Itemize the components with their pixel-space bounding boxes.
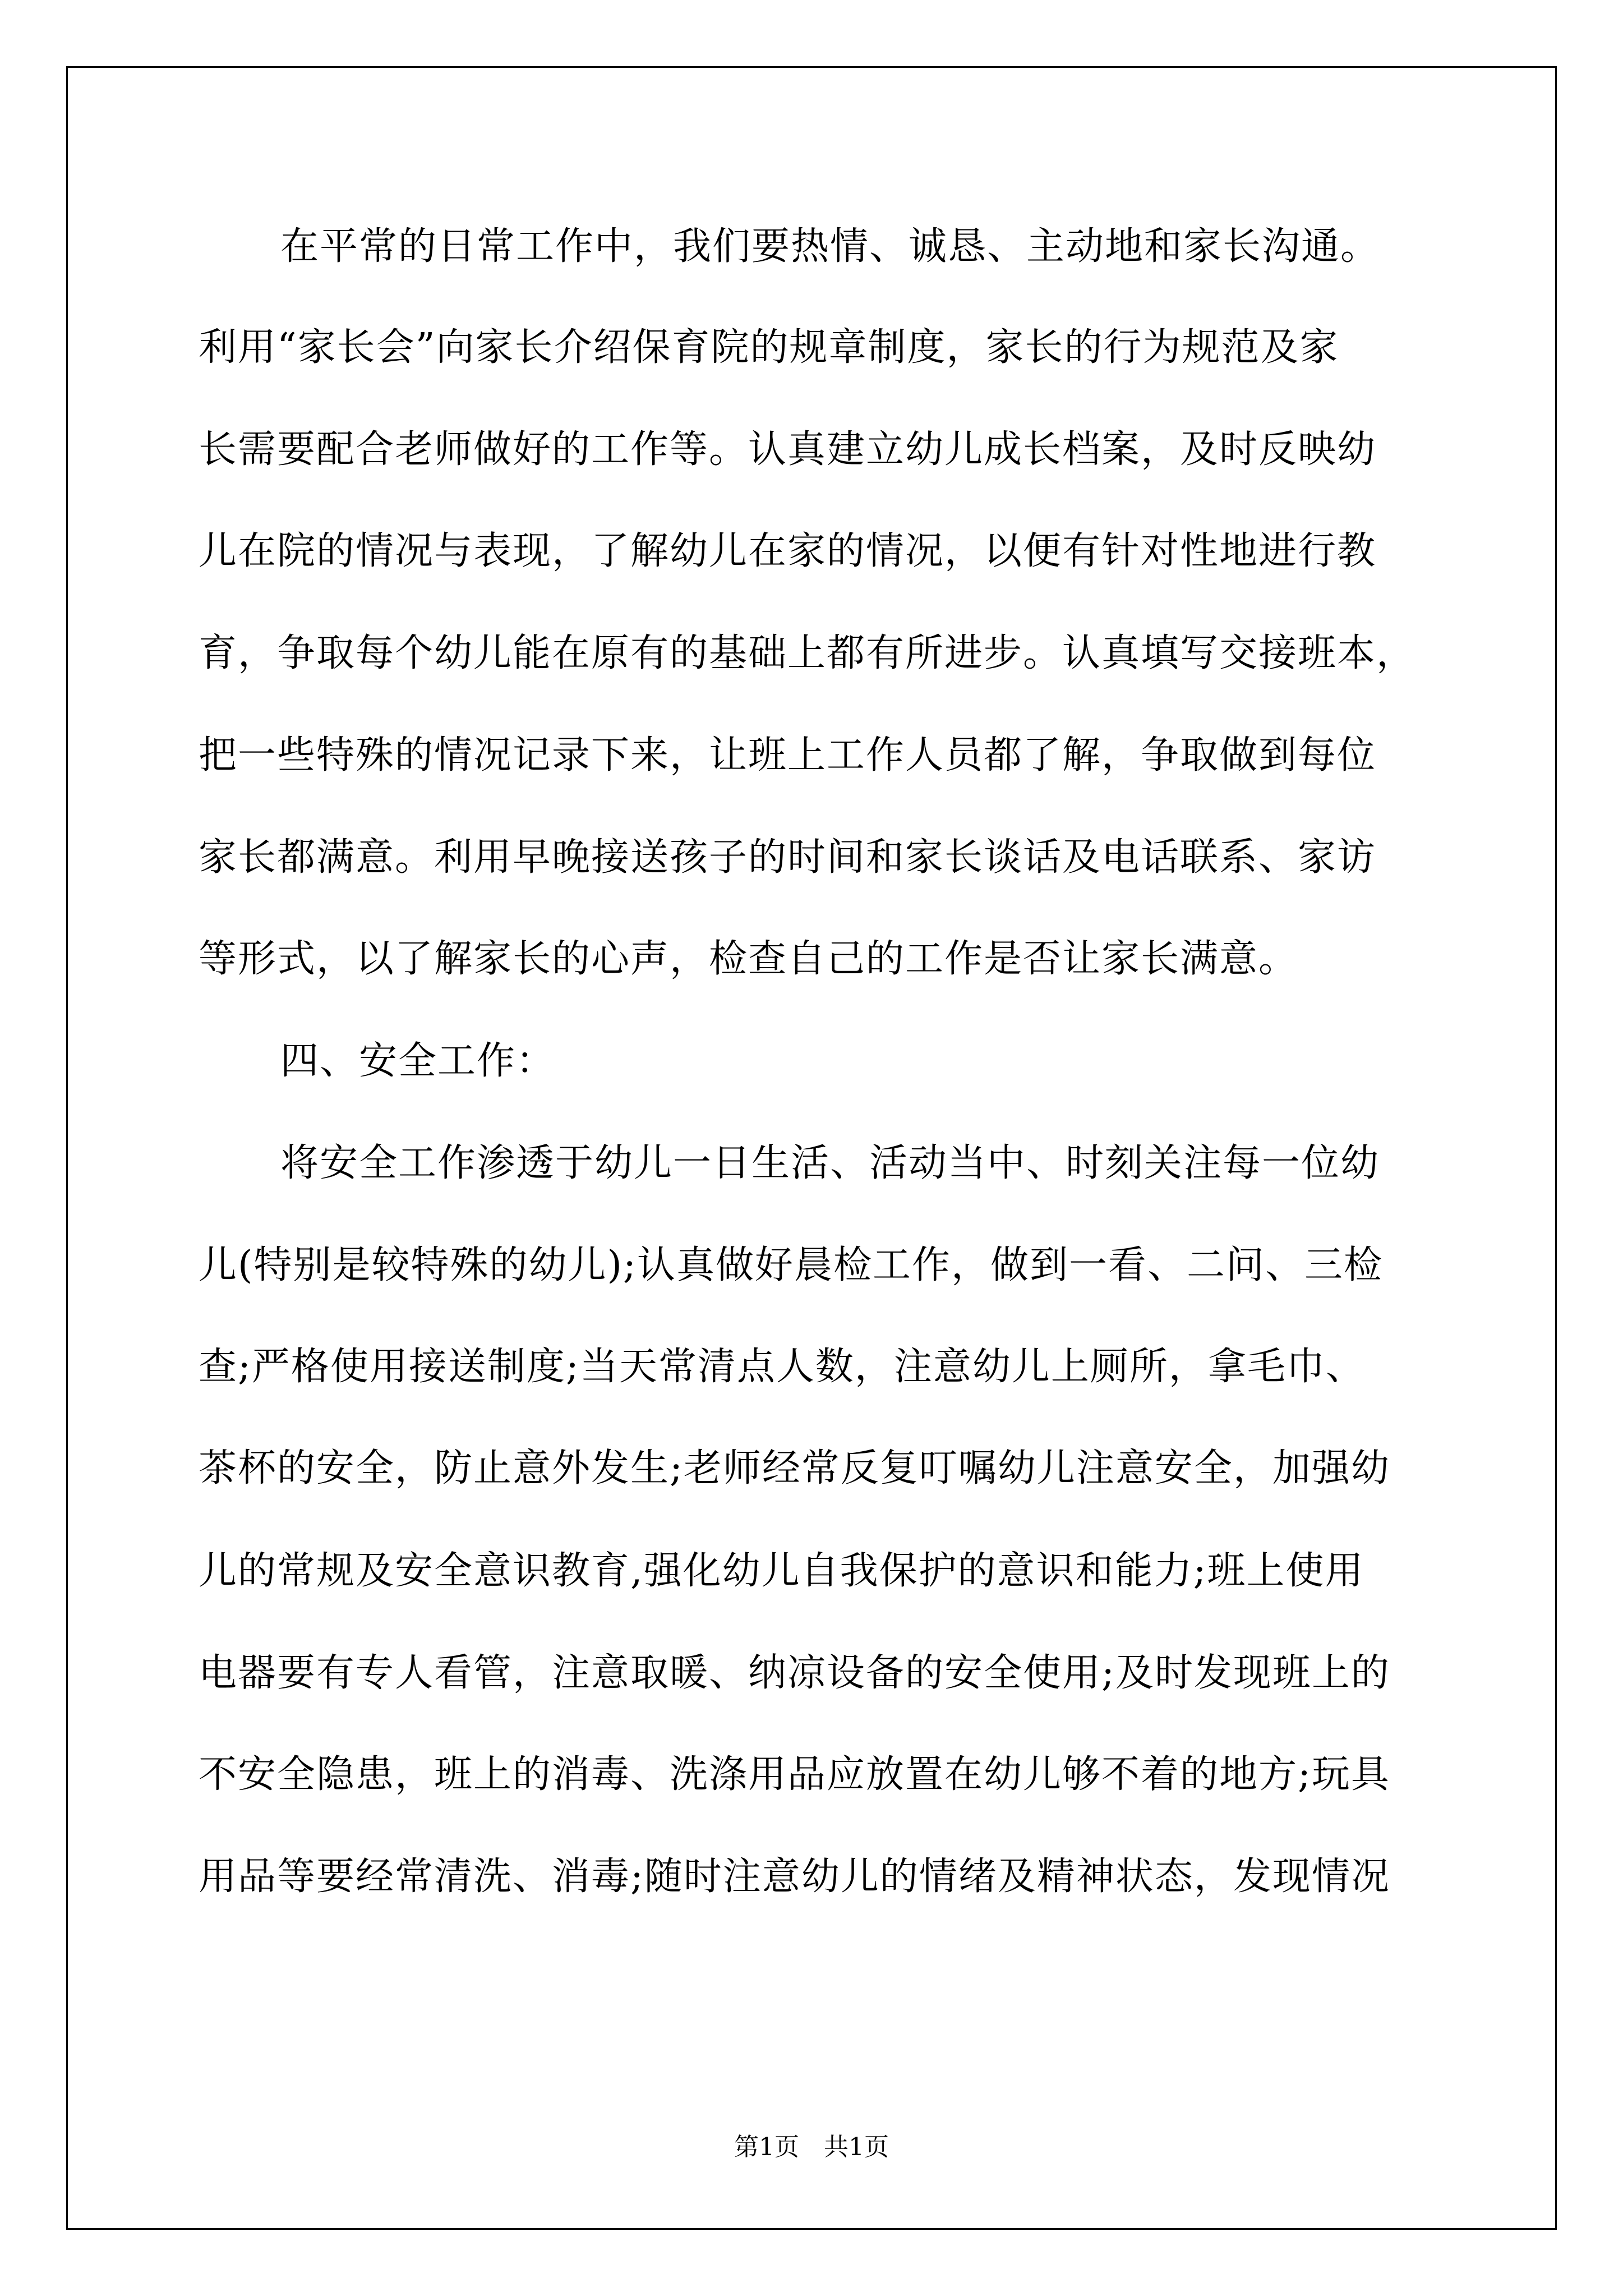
paragraph-line: 儿的常规及安全意识教育,强化幼儿自我保护的意识和能力;班上使用 <box>199 1549 1364 1593</box>
paragraph-line: 等形式，以了解家长的心声，检查自己的工作是否让家长满意。 <box>199 937 1298 981</box>
paragraph-line: 利用“家长会”向家长介绍保育院的规章制度，家长的行为规范及家 <box>199 325 1339 370</box>
paragraph-line: 茶杯的安全，防止意外发生;老师经常反复叮嘱幼儿注意安全，加强幼 <box>199 1446 1390 1490</box>
paragraph-line: 不安全隐患，班上的消毒、洗涤用品应放置在幼儿够不着的地方;玩具 <box>199 1752 1390 1797</box>
paragraph-line: 儿在院的情况与表现，了解幼儿在家的情况，以便有针对性地进行教 <box>199 529 1377 573</box>
paragraph-line: 电器要有专人看管，注意取暖、纳凉设备的安全使用;及时发现班上的 <box>199 1651 1390 1695</box>
paragraph-line: 用品等要经常清洗、消毒;随时注意幼儿的情绪及精神状态，发现情况 <box>199 1855 1390 1899</box>
paragraph-line: 儿(特别是较特殊的幼儿);认真做好晨检工作，做到一看、二问、三检 <box>199 1243 1383 1287</box>
paragraph-line: 家长都满意。利用早晚接送孩子的时间和家长谈话及电话联系、家访 <box>199 835 1377 880</box>
paragraph-line: 查;严格使用接送制度;当天常清点人数，注意幼儿上厕所，拿毛巾、 <box>199 1345 1365 1389</box>
paragraph-line: 把一些特殊的情况记录下来，让班上工作人员都了解，争取做到每位 <box>199 733 1377 777</box>
page-number-footer: 第1页 共1页 <box>734 2133 889 2161</box>
paragraph-line: 育，争取每个幼儿能在原有的基础上都有所进步。认真填写交接班本， <box>199 631 1416 675</box>
paragraph-line: 长需要配合老师做好的工作等。认真建立幼儿成长档案，及时反映幼 <box>199 427 1377 472</box>
section-heading: 四、安全工作： <box>280 1039 556 1083</box>
paragraph-line: 将安全工作渗透于幼儿一日生活、活动当中、时刻关注每一位幼 <box>280 1141 1380 1185</box>
paragraph-line: 在平常的日常工作中，我们要热情、诚恳、主动地和家长沟通。 <box>280 224 1380 269</box>
